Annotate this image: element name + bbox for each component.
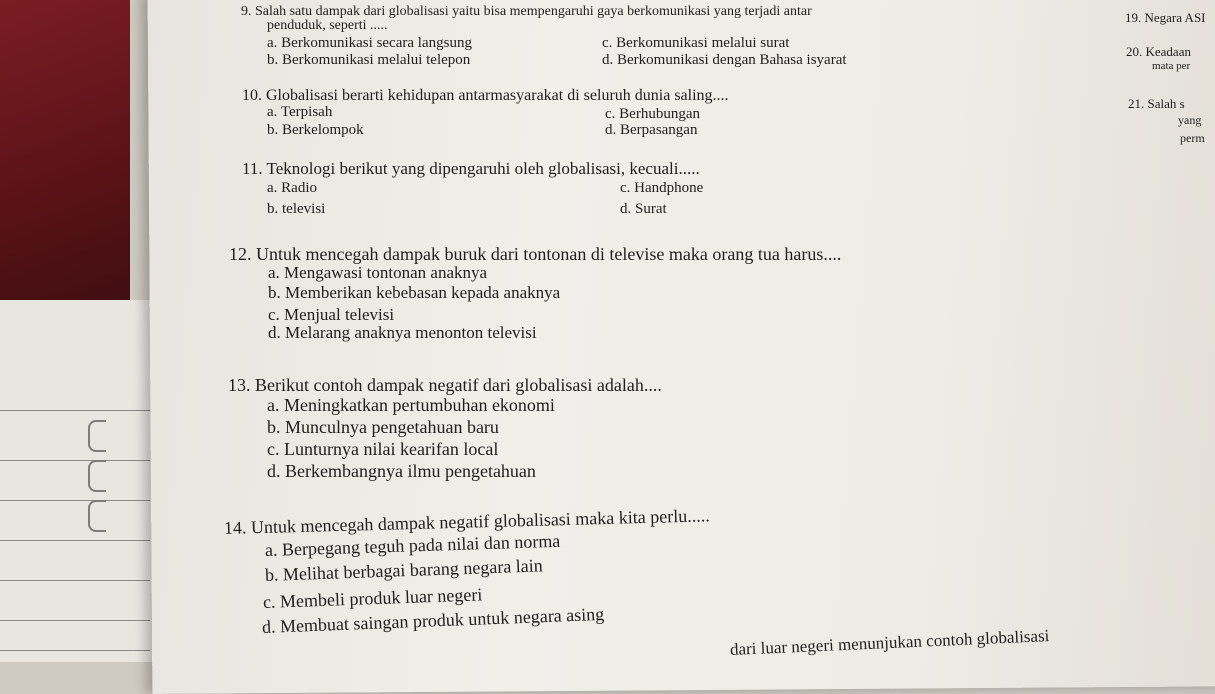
- question-11-option-d: d. Surat: [620, 201, 667, 217]
- question-11-text: 11. Teknologi berikut yang dipengaruhi oleh globalisasi, kecuali.....: [242, 159, 700, 178]
- question-13-text: 13. Berikut contoh dampak negatif dari globalisasi adalah....: [228, 375, 662, 395]
- question-20-fragment-1: 20. Keadaan: [1126, 44, 1191, 59]
- question-14-option-d: d. Membuat saingan produk untuk negara asing: [261, 603, 605, 637]
- question-19-fragment: 19. Negara ASI: [1125, 10, 1206, 25]
- question-9-line2: penduduk, seperti .....: [267, 18, 388, 33]
- question-10-option-d: d. Berpasangan: [605, 122, 698, 138]
- question-21-fragment-2: yang: [1178, 113, 1202, 127]
- question-11-option-b: b. televisi: [267, 201, 326, 217]
- question-12-option-d: d. Melarang anaknya menonton televisi: [268, 323, 537, 342]
- question-9-option-d: d. Berkomunikasi dengan Bahasa isyarat: [602, 52, 847, 68]
- question-13-option-a: a. Meningkatkan pertumbuhan ekonomi: [267, 395, 555, 415]
- question-10-text: 10. Globalisasi berarti kehidupan antarmasyarakat di seluruh dunia saling....: [242, 87, 729, 104]
- question-12-text: 12. Untuk mencegah dampak buruk dari tontonan di televise maka orang tua harus....: [229, 244, 842, 264]
- question-20-fragment-2: mata per: [1152, 60, 1191, 72]
- question-12-option-b: b. Memberikan kebebasan kepada anaknya: [268, 283, 561, 302]
- question-10-option-a: a. Terpisah: [267, 104, 333, 120]
- question-12-option-a: a. Mengawasi tontonan anaknya: [268, 263, 488, 282]
- question-13-option-c: c. Lunturnya nilai kearifan local: [267, 439, 499, 459]
- question-14-option-c: c. Membeli produk luar negeri: [262, 584, 483, 612]
- question-21-fragment-1: 21. Salah s: [1128, 96, 1185, 111]
- question-10-option-b: b. Berkelompok: [267, 122, 364, 138]
- question-9-option-b: b. Berkomunikasi melalui telepon: [267, 52, 471, 68]
- question-11-option-a: a. Radio: [267, 180, 317, 196]
- bottom-cut-text: dari luar negeri menunjukan contoh globalisasi: [729, 626, 1050, 659]
- question-14-option-a: a. Berpegang teguh pada nilai dan norma: [264, 530, 561, 560]
- question-13-option-d: d. Berkembangnya ilmu pengetahuan: [267, 461, 536, 481]
- question-10-option-c: c. Berhubungan: [605, 106, 700, 122]
- question-14-text: 14. Untuk mencegah dampak negatif globalisasi maka kita perlu.....: [223, 505, 710, 538]
- question-11-option-c: c. Handphone: [620, 180, 704, 196]
- question-9-line1: 9. Salah satu dampak dari globalisasi yaitu bisa mempengaruhi gaya berkomunikasi yang terjadi antar: [241, 4, 812, 19]
- question-14-option-b: b. Melihat berbagai barang negara lain: [264, 555, 544, 585]
- question-9-option-a: a. Berkomunikasi secara langsung: [267, 35, 472, 51]
- question-13-option-b: b. Munculnya pengetahuan baru: [267, 417, 499, 437]
- question-9-option-c: c. Berkomunikasi melalui surat: [602, 35, 790, 51]
- question-12-option-c: c. Menjual televisi: [268, 305, 395, 324]
- question-21-fragment-3: perm: [1180, 131, 1205, 145]
